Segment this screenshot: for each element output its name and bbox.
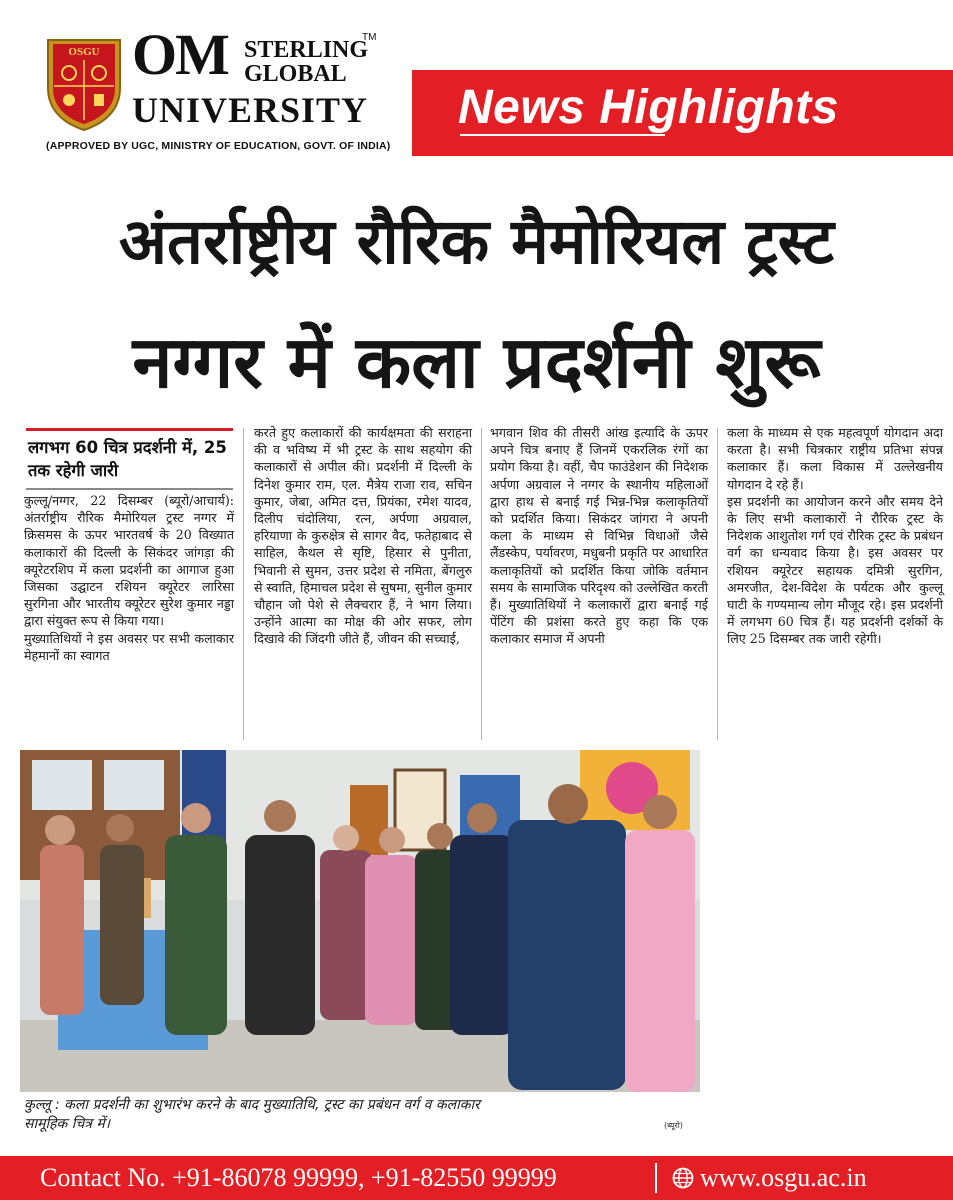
footer-separator (655, 1163, 657, 1193)
crest-text: OSGU (68, 46, 100, 58)
headline-line-1: अंतर्राष्ट्रीय रौरिक मैमोरियल ट्रस्ट (118, 205, 835, 278)
subheadline-rule-top (26, 428, 233, 431)
trademark-mark: TM (362, 32, 377, 43)
university-name-university: UNIVERSITY (132, 90, 369, 130)
news-highlights-underline (460, 134, 665, 136)
column-divider (243, 428, 244, 740)
university-crest-logo (44, 36, 124, 132)
article-column-3: भगवान शिव की तीसरी आंख इत्यादि के ऊपर अपने चित्र बनाए हैं जिनमें एकरलिक रंगों का प्रयोग किया है। वहीं, चैप फाउंडेशन की निदेशक अर्पणा अग्रवाल ने नग्गर के स्थानीय महिलाओं द्वारा हाथ से बनाई गई भिन्न-भिन्न कलाकृतियों को प्रदर्शित किया। सिकंदर जांगरा ने अपनी कला के माध्यम से विभिन्न विधाओं जैसे लैंडस्केप, पर्यावरण, मधुबनी प्रकृति पर आधारित कलाकृतियों को प्रदर्शित किया जोकि वर्तमान समय के सामाजिक परिदृश्य को उल्लेखित करती हैं। मुख्यातिथियों ने कलाकारों द्वारा बनाई गई पेंटिंग की प्रशंसा करते हुए कहा कि एक कलाकार समाज में अपनी (490, 425, 708, 647)
headline-line-2: नग्गर में कला प्रदर्शनी शुरू (132, 320, 821, 404)
article-column-2: करते हुए कलाकारों की कार्यक्षमता की सराहना की व भविष्य में भी ट्रस्ट के साथ सहयोग की कलाकारों से अपील की। प्रदर्शनी में दिल्ली के दिनेश कुमार राम, एल. मैत्रेय राजा राव, सचिन कुमार, जेबा, अमित दत्त, प्रियंका, रमेश यादव, दिलीप चंदोलिया, रत्न, अर्पणा अग्रवाल, हरियाणा के कुरुक्षेत्र से सागर वैद, फतेहाबाद से साहिल, कैथल से सृष्टि, हिसार से पुनीता, भिवानी से सुमन, उत्तर प्रदेश से नमिता, बेंगलुरु से स्वाति, हिमाचल प्रदेश से सुषमा, सुनील कुमार चौहान जो पेशे से लैक्चरार हैं, ने भाग लिया। उन्होंने आत्मा का मोक्ष की ओर सफर, लोग दिखावे की जिंदगी जीते हैं, जीवन की सच्चाई, (254, 425, 472, 647)
photo-caption: कुल्लू : कला प्रदर्शनी का शुभारंभ करने के बाद मुख्यातिथि, ट्रस्ट का प्रबंधन वर्ग व कलाकार सामूहिक चित्र में। (24, 1097, 480, 1132)
footer-website-link[interactable]: www.osgu.ac.in (700, 1163, 867, 1192)
photo-credit: (ब्यूरो) (664, 1121, 683, 1130)
approval-note: (APPROVED BY UGC, MINISTRY OF EDUCATION, GOVT. OF INDIA) (46, 140, 391, 152)
university-name-sterling: STERLING (244, 37, 369, 63)
group-photo (20, 750, 700, 1092)
subheadline-rule-bottom (26, 488, 233, 490)
column-divider (717, 428, 718, 740)
subheadline: लगभग 60 चित्र प्रदर्शनी में, 25 तक रहेगी जारी (28, 438, 227, 480)
article-column-4: कला के माध्यम से एक महत्वपूर्ण योगदान अदा करता है। सभी चित्रकार राष्ट्रीय प्रतिभा संपन्न कलाकार हैं। कला विकास में उल्लेखनीय योगदान दे रहे हैं। इस प्रदर्शनी का आयोजन करने और समय देने के लिए सभी कलाकारों ने रौरिक ट्रस्ट के निदेशक आशुतोश गर्ग एवं रौरिक ट्रस्ट के प्रबंधन वर्ग का धन्यवाद किया है। इस अवसर पर रशियन क्यूरेटर सहायक दमित्री सुरगिन, अमरजीत, देश-विदेश के पर्यटक और कुल्लू घाटी के गण्यमान्य लोग मौजूद रहे। इस प्रदर्शनी में लगभग 60 चित्र हैं। यह प्रदर्शनी दर्शकों के लिए 25 दिसम्बर तक जारी रहेगी। (727, 425, 943, 647)
column-divider (481, 428, 482, 740)
footer-contact-numbers: Contact No. +91-86078 99999, +91-82550 99999 (40, 1163, 557, 1192)
university-name-om: OM (132, 22, 228, 87)
university-name-global: GLOBAL (244, 61, 347, 87)
globe-icon (672, 1167, 694, 1189)
article-column-1: कुल्लू/नग्गर, 22 दिसम्बर (ब्यूरो/आचार्य): अंतर्राष्ट्रीय रौरिक मैमोरियल ट्रस्ट नग्गर में क्रिसमस के ऊपर भारतवर्ष के 20 विख्यात कलाकारों की दिल्ली के सिकंदर जांगड़ा की क्यूरेटरशिप में कला प्रदर्शनी का आगाज हुआ जिसका उद्घाटन रशियन क्यूरेटर लारिसा सुरगिना और भारतीय क्यूरेटर सुरेश कुमार नड्डा द्वारा संयुक्त रूप से किया गया। मुख्यातिथियों ने इस अवसर पर सभी कलाकार मेहमानों का स्वागत (24, 493, 234, 663)
news-highlights-title: News Highlights (458, 81, 839, 134)
